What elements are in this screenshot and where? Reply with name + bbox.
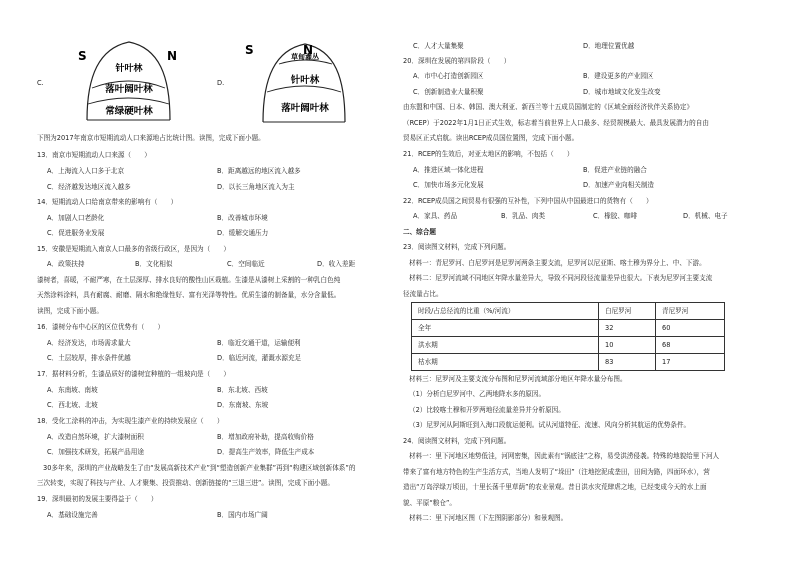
zone-label: 针叶林 bbox=[290, 75, 320, 86]
material-line: 带来了富有地方特色的生产生活方式，当地人发明了“垛田”（注地挖泥成垄田，田间为路，四面环水），营 bbox=[403, 468, 710, 476]
question-18-option-c: C．加强技术研发，拓展产品用途 bbox=[47, 448, 144, 456]
passage-line: 30多年来，深圳的产业战略发生了由“发展高新技术产业”到“塑造创新产业集群”再到“构建区域创新体系”的 bbox=[43, 464, 356, 472]
table-header-row bbox=[412, 303, 725, 320]
question-13-option-b: B．距离越远的地区流入越多 bbox=[217, 167, 301, 175]
question-20-option-c: C．创新制造业大量积聚 bbox=[413, 88, 484, 96]
question-16-stem: 16．漆树分布中心区的区位优势有（ ） bbox=[37, 323, 165, 331]
question-18-option-d: D．提高生产效率，降低生产成本 bbox=[217, 448, 315, 456]
question-14-option-c: C．促进服务业发展 bbox=[47, 229, 105, 237]
question-15-stem: 15．安徽是短期流入南京人口最多的省级行政区，是因为（ ） bbox=[37, 245, 231, 253]
question-21-stem: 21．RCEP的生效后，对亚太地区的影响，不包括（ ） bbox=[403, 150, 574, 158]
question-22-option-a: A．家具、药品 bbox=[413, 212, 458, 220]
sub-question-2: （2）比较喀土穆和开罗两地径流量差异并分析原因。 bbox=[409, 406, 565, 414]
zone-label: 草甸灌丛 bbox=[291, 53, 319, 61]
question-14-option-a: A．加剧人口老龄化 bbox=[47, 214, 105, 222]
question-19-option-d: D．地理位置优越 bbox=[583, 42, 635, 50]
material-line: 貌、平原“粮仓”。 bbox=[403, 499, 456, 507]
passage-line: （RCEP）于2022年1月1日正式生效，标志着当前世界上人口最多、经贸规模最大、最具发展潜力的自由 bbox=[403, 119, 709, 127]
sub-question-3: （3）尼罗河从阿斯旺到入海口段航运便利。试从河道特征、流速、风向分析其航运的优势条件。 bbox=[409, 421, 691, 429]
passage-line: 三次转变，实现了科技与产业、人才聚集、投资推动、创新链接的“三退三进”。读图，完成下面小题。 bbox=[37, 479, 334, 487]
question-24-stem: 24．阅读图文材料，完成下列问题。 bbox=[403, 437, 511, 445]
table-row bbox=[412, 320, 725, 337]
question-19-option-a: A．基础设施完善 bbox=[47, 511, 98, 519]
question-17-option-b: B．东北坡、西坡 bbox=[217, 386, 268, 394]
material-line: 径流量占比。 bbox=[403, 290, 443, 298]
table-header-cell: 时段/占总径流的比重（%/河流） bbox=[412, 303, 599, 320]
table-cell: 洪水期 bbox=[412, 337, 599, 354]
table-cell: 17 bbox=[656, 354, 725, 371]
zone-label: 落叶阔叶林 bbox=[105, 84, 153, 95]
figure-c-vegetation-zones bbox=[67, 36, 177, 124]
table-cell: 全年 bbox=[412, 320, 599, 337]
question-18-stem: 18．受化工涂料的冲击，为实现生漆产业的持续发展应（ ） bbox=[37, 417, 224, 425]
passage-line: 天然涂料涂料，具有耐腐、耐磨、隔水和绝缘性好、富有光泽等特性。优质生漆的制备量，水分含量低。 bbox=[37, 291, 341, 299]
option-d-label: D. bbox=[217, 79, 225, 87]
question-18-option-a: A．改造自然环境，扩大漆树面积 bbox=[47, 433, 144, 441]
runoff-share-table bbox=[411, 302, 725, 371]
zone-label: 常绿硬叶林 bbox=[105, 106, 153, 117]
question-17-stem: 17．据材料分析，生漆品质好的漆树宜种植的一组坡向是（ ） bbox=[37, 370, 231, 378]
passage-line: 贸易区正式启航。读出RCEP成员国位置图，完成下面小题。 bbox=[403, 134, 579, 142]
question-20-option-a: A．市中心打造创新园区 bbox=[413, 72, 484, 80]
question-14-option-b: B．改善城市环境 bbox=[217, 214, 268, 222]
question-14-option-d: D．缓解交通压力 bbox=[217, 229, 269, 237]
table-cell: 32 bbox=[599, 320, 656, 337]
question-20-stem: 20．深圳在发展的第四阶段（ ） bbox=[403, 57, 511, 65]
zone-label: 落叶阔叶林 bbox=[281, 103, 329, 114]
question-16-option-b: B．临近交通干道，运输便利 bbox=[217, 339, 301, 347]
question-22-option-d: D．机械、电子 bbox=[683, 212, 728, 220]
question-22-option-c: C．橡胶、咖啡 bbox=[593, 212, 638, 220]
table-header-cell: 青尼罗河 bbox=[656, 303, 725, 320]
material-line: 材料一：里下河地区地势低洼，河网密集，因此素有“锅底洼”之称，易受洪涝侵袭。特殊的地貌给里下河人 bbox=[409, 452, 720, 460]
question-18-option-b: B．增加政府补助，提高收购价格 bbox=[217, 433, 314, 441]
question-13-stem: 13．南京市短期流动人口来源（ ） bbox=[37, 151, 151, 159]
material-line: 造出“万岛浮绿万顷田，十里长荡千里草荫”的农业景观。昔日洪水灾荒肆虐之地，已经变成今天的水上面 bbox=[403, 483, 707, 491]
table-row bbox=[412, 337, 725, 354]
south-label: S bbox=[245, 43, 254, 57]
question-21-option-d: D．加速产业向相关制造 bbox=[583, 181, 655, 189]
passage-line: 读图，完成下面小题。 bbox=[37, 307, 103, 315]
table-cell: 60 bbox=[656, 320, 725, 337]
material-line: 材料三：尼罗河及主要支流分布图和尼罗河流域部分地区年降水量分布图。 bbox=[409, 375, 627, 383]
passage-line: 由东盟和中国、日本、韩国、澳大利亚、新西兰等十五成员国制定的《区域全面经济伙伴关系协定》 bbox=[403, 103, 694, 111]
question-17-option-c: C．西北坡、北坡 bbox=[47, 401, 98, 409]
question-15-option-a: A．政策扶持 bbox=[47, 260, 85, 268]
question-21-option-c: C．加快市场多元化发展 bbox=[413, 181, 484, 189]
material-line: 材料一：青尼罗河、白尼罗河是尼罗河两条主要支流，尼罗河以尼亚斯、喀土穆为界分上、中、下游。 bbox=[409, 259, 706, 267]
intro-paragraph: 下图为2017年南京市短期流动人口来源地占比统计图。读图，完成下面小题。 bbox=[37, 134, 265, 142]
question-21-option-b: B．促进产业链的融合 bbox=[583, 166, 647, 174]
question-19-option-c: C．人才大量集聚 bbox=[413, 42, 464, 50]
question-16-option-d: D．临近河流，灌溉水源充足 bbox=[217, 354, 302, 362]
question-16-option-a: A．经济发达，市场需求量大 bbox=[47, 339, 131, 347]
question-20-option-b: B．建设更多的产业园区 bbox=[583, 72, 654, 80]
table-cell: 枯水期 bbox=[412, 354, 599, 371]
question-22-stem: 22．RCEP成员国之间贸易有很强的互补性，下列中国从中国最进口的货物有（ ） bbox=[403, 197, 653, 205]
table-cell: 10 bbox=[599, 337, 656, 354]
table-cell: 83 bbox=[599, 354, 656, 371]
section-heading: 二、综合题 bbox=[403, 228, 436, 236]
question-22-option-b: B．乳品、肉类 bbox=[501, 212, 546, 220]
table-row bbox=[412, 354, 725, 371]
question-14-stem: 14．短期流动人口给南京带来的影响有（ ） bbox=[37, 198, 178, 206]
question-16-option-c: C．土层较厚，排水条件优越 bbox=[47, 354, 131, 362]
option-c-label: C. bbox=[37, 79, 44, 87]
table-header-cell: 白尼罗河 bbox=[599, 303, 656, 320]
question-15-option-b: B．文化相似 bbox=[135, 260, 173, 268]
question-17-option-d: D．东南坡、东坡 bbox=[217, 401, 269, 409]
question-21-option-a: A．推进区域一体化进程 bbox=[413, 166, 484, 174]
question-13-option-a: A．上海流入人口多于北京 bbox=[47, 167, 125, 175]
question-19-stem: 19．深圳最初的发展主要得益于（ ） bbox=[37, 495, 158, 503]
question-15-option-c: C．空间临近 bbox=[227, 260, 265, 268]
passage-line: 漆树者，喜暖，不耐严寒，在土层深厚、排水良好的酸性山区栽植。生漆是从漆树上采割的一种乳白色纯 bbox=[37, 276, 341, 284]
material-line: 材料二：尼罗河流域不同地区年降水量差异大，导致不同河段径流量差异也很大。下表为尼罗河主要支流 bbox=[409, 274, 713, 282]
material-line: 材料二：里下河地区图（下左图阴影部分）和景观图。 bbox=[409, 514, 568, 522]
table-cell: 68 bbox=[656, 337, 725, 354]
north-label: N bbox=[303, 43, 314, 57]
question-13-option-c: C．经济越发达地区流入越多 bbox=[47, 183, 131, 191]
question-13-option-d: D．以长三角地区流入为主 bbox=[217, 183, 295, 191]
figure-d-vegetation-zones bbox=[245, 38, 355, 126]
question-20-option-d: D．城市地域文化发生改变 bbox=[583, 88, 661, 96]
south-label: S bbox=[78, 49, 87, 63]
north-label: N bbox=[167, 49, 177, 63]
question-23-stem: 23．阅读图文材料，完成下列问题。 bbox=[403, 243, 511, 251]
question-19-option-b: B．国内市场广阔 bbox=[217, 511, 268, 519]
question-15-option-d: D．收入差距 bbox=[317, 260, 356, 268]
zone-label: 针叶林 bbox=[115, 64, 143, 74]
question-17-option-a: A．东南坡、南坡 bbox=[47, 386, 98, 394]
sub-question-1: （1）分析白尼罗河中、乙两地降水多的原因。 bbox=[409, 390, 546, 398]
